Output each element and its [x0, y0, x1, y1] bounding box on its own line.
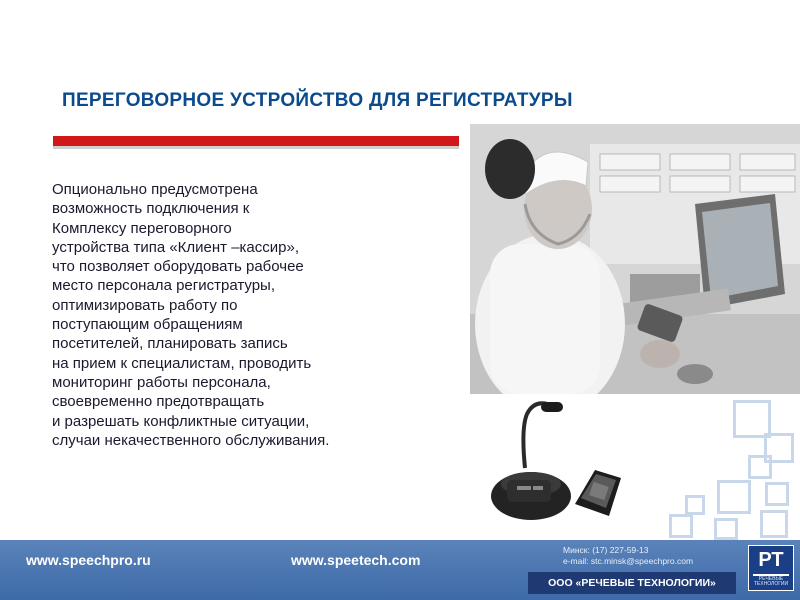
decorative-square [714, 518, 738, 540]
decorative-square [685, 495, 705, 515]
decorative-square [765, 482, 789, 506]
company-name: ООО «РЕЧЕВЫЕ ТЕХНОЛОГИИ» [528, 572, 736, 594]
contact-email: e-mail: stc.minsk@speechpro.com [563, 556, 694, 566]
description-line: устройства типа «Клиент –кассир», [52, 238, 300, 256]
title-underline [53, 136, 459, 146]
company-logo [748, 545, 794, 591]
contact-info [563, 545, 693, 567]
receptionist-photo [470, 124, 800, 394]
slide-title: ПЕРЕГОВОРНОЕ УСТРОЙСТВО ДЛЯ РЕГИСТРАТУРЫ [62, 90, 573, 111]
description-line: место персонала регистратуры, [52, 277, 275, 295]
description [52, 180, 432, 450]
description-line: поступающим обращениям [52, 316, 243, 334]
website-link-speechpro[interactable]: www.speechpro.ru [26, 552, 151, 568]
description-line: на прием к специалистам, проводить [52, 354, 312, 372]
description-line: своевременно предотвращать [52, 393, 265, 411]
logo-line-1: РЕЧЕВЫЕ [758, 576, 784, 582]
description-line: случаи некачественного обслуживания. [52, 431, 330, 449]
description-line: Комплексу переговорного [52, 219, 232, 237]
decorative-square [669, 514, 693, 538]
intercom-device-image [483, 398, 625, 528]
decorative-square [717, 480, 751, 514]
description-line: посетителей, планировать запись [52, 335, 288, 353]
logo-abbreviation: РТ [758, 549, 784, 571]
decorative-square [748, 455, 772, 479]
decorative-square [760, 510, 788, 538]
description-line: Опционально предусмотрена [52, 181, 258, 198]
logo-line-2: ТЕХНОЛОГИИ [753, 581, 789, 587]
description-line: и разрешать конфликтные ситуации, [52, 412, 310, 430]
description-line: что позволяет оборудовать рабочее [52, 258, 304, 276]
description-line: мониторинг работы персонала, [52, 373, 271, 391]
title-underline-shadow [53, 146, 459, 149]
website-link-speetech[interactable]: www.speetech.com [291, 552, 421, 568]
logo-subtitle [749, 577, 793, 587]
contact-phone: Минск: (17) 227-59-13 [563, 545, 649, 555]
description-line: оптимизировать работу по [52, 296, 238, 314]
description-line: возможность подключения к [52, 200, 250, 218]
